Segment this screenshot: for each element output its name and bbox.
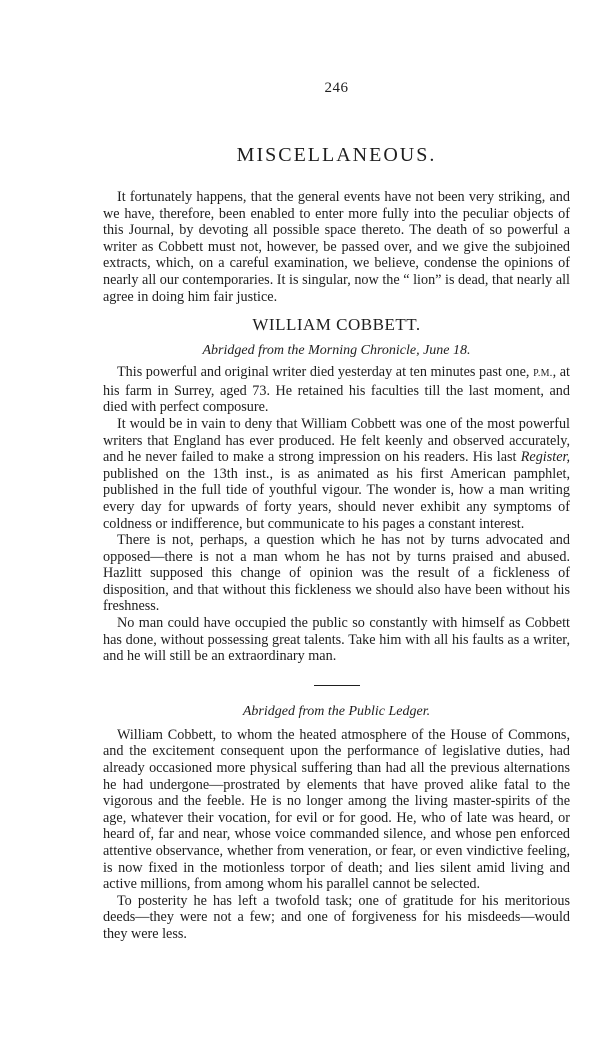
chronicle-p2-register: Register,	[520, 449, 570, 466]
page-number: 246	[324, 80, 349, 96]
intro-paragraph: It fortunately happens, that the general events have not been very striking, and we have, therefore, been enabled to enter more fully into the peculiar objects of this Journal, by devoting all possible space thereto. The death of so powerful a writer as Cobbett must not, however, be passed over, and we give the subjoined extracts, which, on a careful examination, we believe, condense the opinions of nearly all our contemporaries. It is singular, now the “ lion” is dead, that nearly all agree in doing him fair justice.	[103, 189, 570, 305]
article-title: WILLIAM COBBETT.	[252, 315, 421, 335]
ledger-paragraph-2: To posterity he has left a twofold task; one of gratitude for his meritorious deeds—they were not a few; and one of forgiveness for his misdeeds—would they were less.	[103, 892, 570, 942]
chronicle-paragraph-2	[103, 416, 570, 532]
chronicle-p1-pm: P.M.	[533, 368, 553, 380]
chronicle-paragraph-1	[103, 364, 570, 416]
chronicle-p1-end: , at his farm in Surrey, aged 73. He retained his faculties till the last moment, and died with perfect composure.	[103, 364, 570, 416]
chronicle-source: Abridged from the Morning Chronicle, June 18.	[202, 343, 471, 359]
ledger-paragraph-1: William Cobbett, to whom the heated atmosphere of the House of Commons, and the excitement consequent upon the performance of legislative duties, had already occasioned more physical suffering than had all the previous alternations he had undergone—prostrated by elements that have proved alike fatal to the vigorous and the feeble. He is no longer among the living master-spirits of the age, whatever their vocation, for evil or for good. He, who of late was heard, or heard of, far and near, whose voice commanded silence, and whose pen enforced attentive observance, whether from veneration, or fear, or even vindictive feeling, is now fixed in the motionless torpor of death; and lies silent amid living and active millions, from among whom his parallel cannot be selected.	[103, 726, 570, 893]
chronicle-p1-start: This powerful and original writer died yesterday at ten minutes past one,	[117, 364, 534, 381]
chronicle-paragraph-4: No man could have occupied the public so constantly with himself as Cobbett has done, without possessing great talents. Take him with all his faults as a writer, and he will still be an extraordinary man.	[103, 615, 570, 665]
chronicle-p2-start: It would be in vain to deny that William Cobbett was one of the most powerful writers that England has ever produced. He felt keenly and observed accurately, and he never failed to make a strong impression on his readers. His last	[103, 415, 570, 466]
chronicle-p2-end: published on the 13th inst., is as animated as his first American pamphlet, published in the full tide of youthful vigour. The wonder is, how a man writing every day for upwards of forty years, should never exhibit any symptoms of coldness or indifference, but communicate to his pages a constant interest.	[103, 465, 570, 532]
page	[103, 80, 570, 943]
section-divider	[314, 685, 360, 686]
chronicle-paragraph-3: There is not, perhaps, a question which he has not by turns advocated and opposed—there is not a man whom he has not by turns praised and abused. Hazlitt supposed this change of opinion was the result of a fickleness of disposition, and that without this fickleness we should also have been without his freshness.	[103, 532, 570, 615]
section-title: MISCELLANEOUS.	[236, 144, 437, 166]
ledger-source: Abridged from the Public Ledger.	[242, 703, 431, 719]
